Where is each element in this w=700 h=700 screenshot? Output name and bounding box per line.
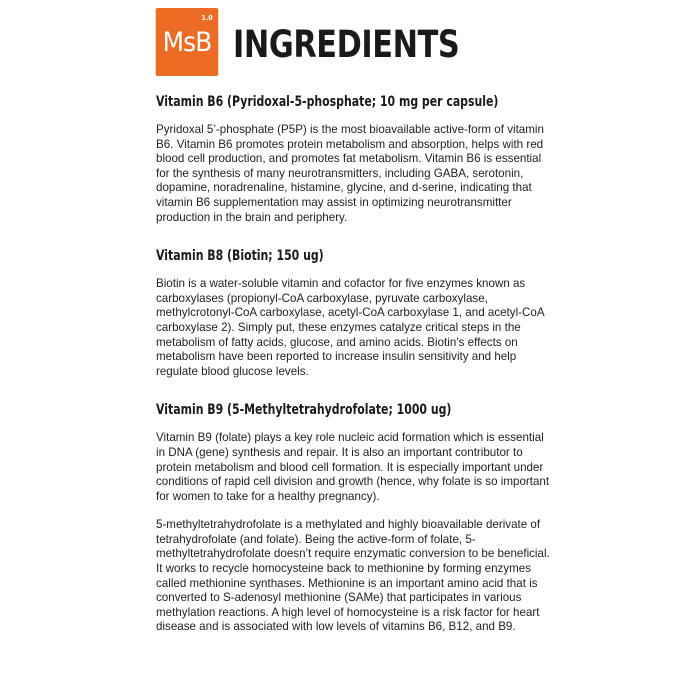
section-paragraph: Vitamin B9 (folate) plays a key role nucleic acid formation which is essential in DNA (gene) synthesis and repair. It is also an important contributor to protein metabolism and blood cell formation. It is especially important under conditions of rapid cell division and growth (hence, why folate is so important for women to take for a healthy pregnancy). (156, 431, 550, 503)
section-vitamin-b9 (156, 401, 551, 635)
section-heading: Vitamin B9 (5-Methyltetrahydrofolate; 1000 ug) (156, 402, 452, 419)
page-header (153, 8, 509, 76)
page-title: INGREDIENTS (233, 22, 460, 66)
brand-logo (156, 8, 219, 76)
section-paragraph: Biotin is a water-soluble vitamin and cofactor for five enzymes known as carboxylases (propionyl-CoA carboxylase, pyruvate carboxylase, methylcrotonyl-CoA carboxylase, acetyl-CoA carboxylase 1, and acetyl-CoA carboxylase 2). Simply put, these enzymes catalyze critical steps in the metabolism of fatty acids, glucose, and amino acids. Biotin’s effects on metabolism have been reported to increase insulin sensitivity and help regulate blood glucose levels. (156, 277, 544, 378)
logo-version: 1.0 (201, 14, 213, 22)
section-heading: Vitamin B6 (Pyridoxal-5-phosphate; 10 mg per capsule) (156, 94, 499, 110)
section-vitamin-b6 (156, 93, 551, 225)
section-heading: Vitamin B8 (Biotin; 150 ug) (156, 248, 324, 265)
section-paragraph: 5-methyltetrahydrofolate is a methylated and highly bioavailable derivate of tetrahydrofolate (and folate). Being the active-form of folate, 5-methyltetrahydrofolate doesn’t require enzymatic conversion to be beneficial. It works to recycle homocysteine back to methionine by forming enzymes called methionine synthases. Methionine is an important amino acid that is converted to S-adenosyl methionine (SAMe) that participates in various methylation reactions. A high level of homocysteine is a risk factor for heart disease and is associated with low levels of vitamins B6, B12, and B9. (156, 518, 550, 634)
section-vitamin-b8 (156, 247, 551, 379)
section-paragraph: Pyridoxal 5’-phosphate (P5P) is the most bioavailable active-form of vitamin B6. Vitamin B6 promotes protein metabolism and absorption, helps with red blood cell production, and promotes fat metabolism. Vitamin B6 is essential for the synthesis of many neurotransmitters, including GABA, serotonin, dopamine, noradrenaline, histamine, glycine, and d-serine, indicating that vitamin B6 supplementation may assist in optimizing neurotransmitter production in the brain and periphery. (156, 123, 544, 224)
ingredients-content (156, 93, 551, 635)
logo-text: MsB (162, 26, 212, 58)
